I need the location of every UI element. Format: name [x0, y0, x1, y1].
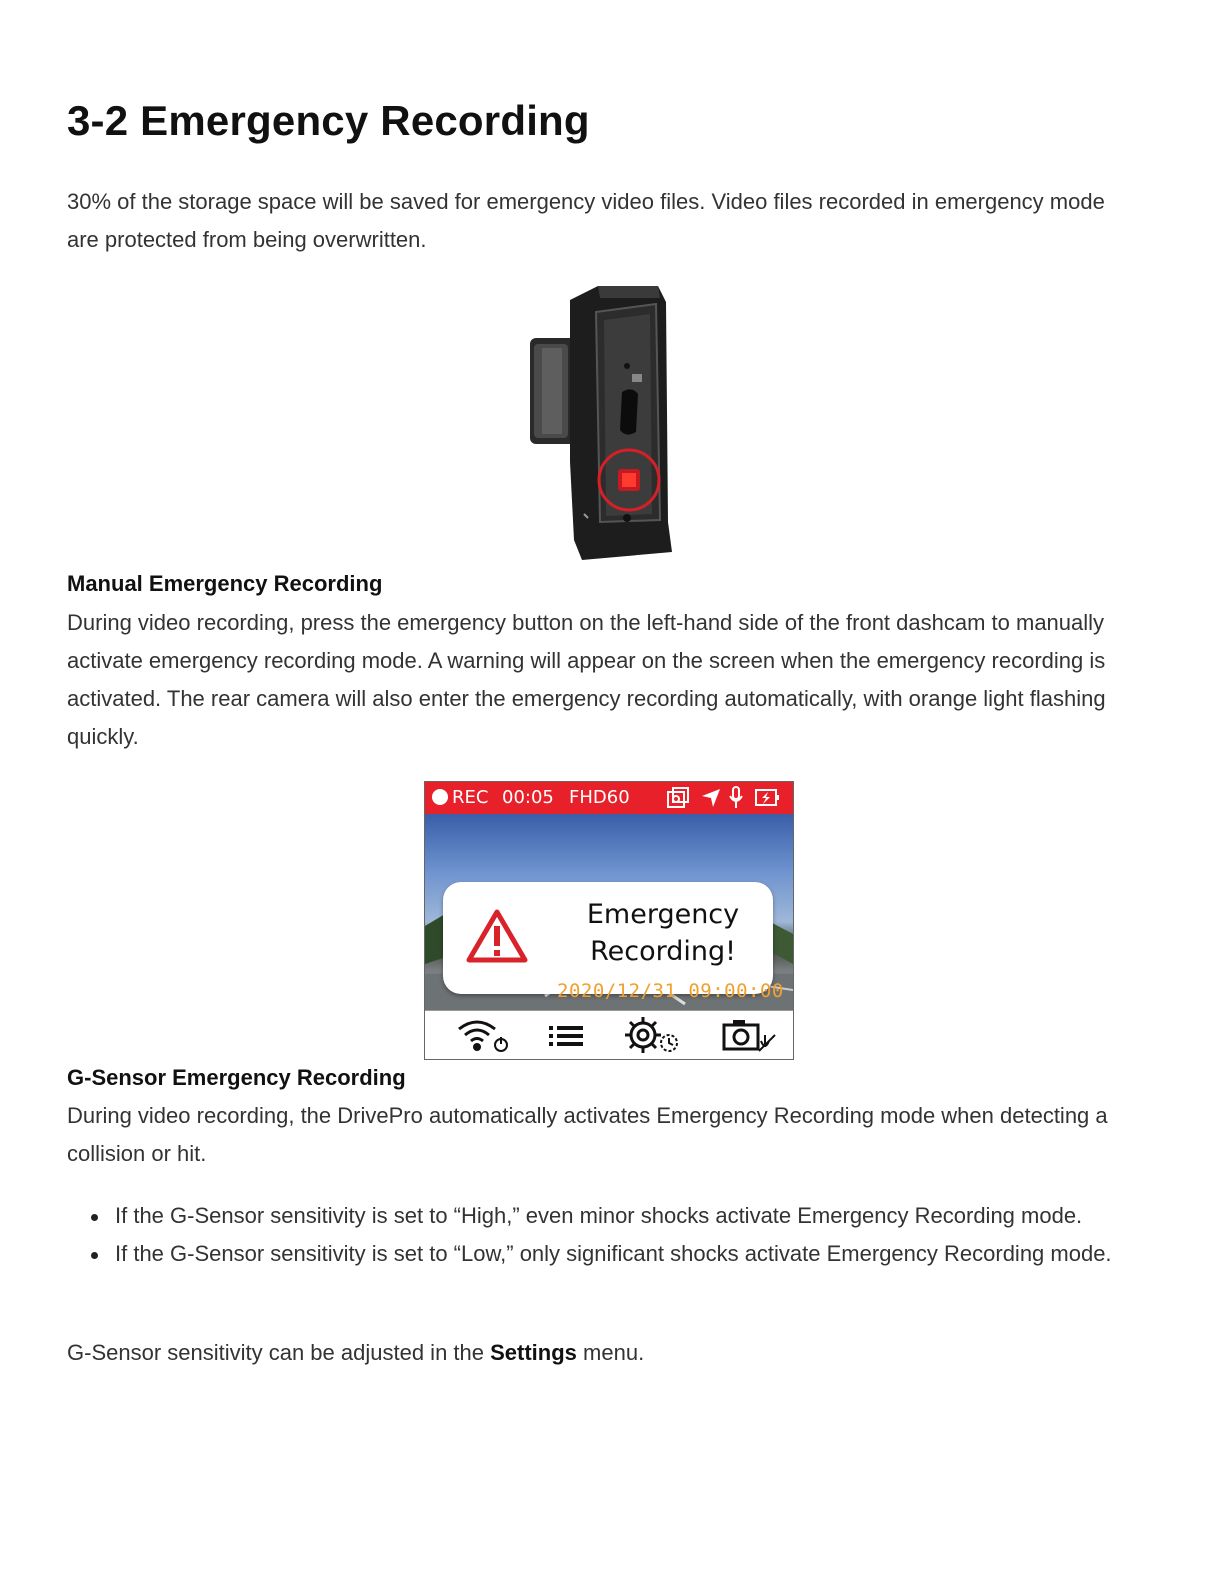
emergency-message [573, 896, 753, 970]
status-bar [425, 782, 793, 814]
bullet-item [67, 1235, 1152, 1273]
bullet-dot [91, 1252, 98, 1259]
bullet-dot [91, 1214, 98, 1221]
dashcam-side-image [526, 282, 676, 564]
manual-section-title: Manual Emergency Recording [67, 571, 383, 596]
dashcam-side-illustration [526, 282, 676, 564]
camera-mute-icon[interactable] [721, 1017, 781, 1055]
bullet-text-high: If the G-Sensor sensitivity is set to “High,” even minor shocks activate Emergency Recording mode. [115, 1203, 1083, 1228]
intro-paragraph: 30% of the storage space will be saved for emergency video files. Video files recorded in emergency mode are protected from being overwritten. [67, 189, 1105, 252]
page-title: 3-2 Emergency Recording [67, 97, 590, 144]
settings-timer-icon[interactable] [623, 1015, 687, 1055]
emergency-message-line1: Emergency [586, 899, 740, 930]
camera-view [425, 814, 793, 1010]
emergency-message-line2: Recording! [590, 936, 736, 967]
rec-timer: 00:05 [502, 787, 554, 808]
emergency-popup [443, 882, 773, 994]
battery-charging-icon [755, 788, 781, 808]
wifi-power-icon[interactable] [455, 1017, 511, 1055]
rec-label: REC [452, 787, 489, 808]
warning-icon [465, 908, 529, 964]
video-quality: FHD60 [569, 787, 630, 808]
bullet-item [67, 1197, 1152, 1235]
record-dot-icon [432, 789, 448, 805]
menu-list-icon[interactable] [547, 1023, 585, 1049]
settings-note-before: G-Sensor sensitivity can be adjusted in the [67, 1340, 491, 1365]
gsensor-section-title: G-Sensor Emergency Recording [67, 1065, 406, 1090]
screen-toolbar [425, 1010, 793, 1060]
settings-note-bold: Settings [490, 1340, 577, 1365]
date-stamp: 2020/12/31 09:00:00 [557, 980, 784, 1002]
dashcam-screen [424, 781, 794, 1060]
manual-section-body: During video recording, press the emergency button on the left-hand side of the front dashcam to manually activate emergency recording mode. A warning will appear on the screen when the emergency recording is activated. The rear camera will also enter the emergency recording automatically, with orange light flashing quickly. [67, 610, 1106, 749]
gsensor-bullet-list [67, 1197, 1152, 1273]
bullet-text-low: If the G-Sensor sensitivity is set to “Low,” only significant shocks activate Emergency Recording mode. [115, 1241, 1112, 1266]
settings-note-after: menu. [576, 1340, 645, 1365]
microphone-icon [727, 786, 745, 810]
gsensor-section-body: During video recording, the DrivePro automatically activates Emergency Recording mode when detecting a collision or hit. [67, 1103, 1108, 1166]
camera-toggle-icon [666, 787, 690, 809]
settings-note [67, 1334, 1152, 1372]
navigation-icon [700, 787, 722, 809]
